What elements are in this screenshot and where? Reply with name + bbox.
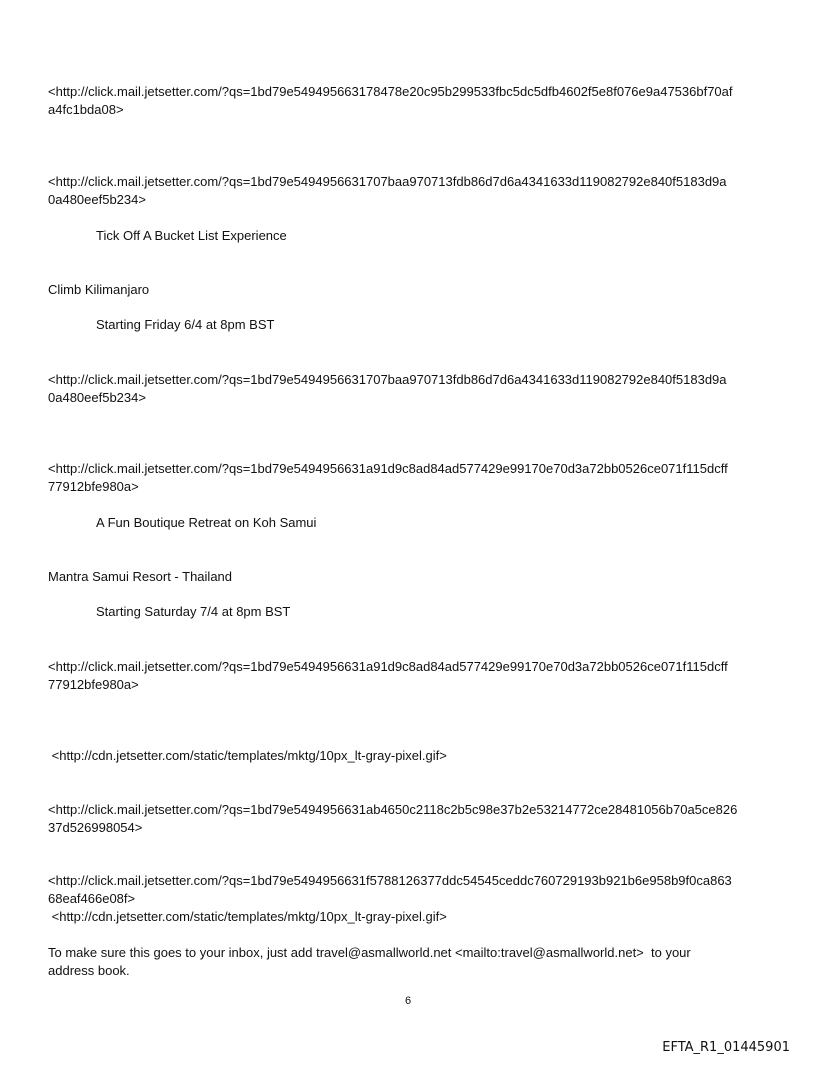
jetsetter-link-6[interactable]: <http://click.mail.jetsetter.com/?qs=1bd79e5494956631ab4650c2118c2b5c98e37b2e53214772ce28481056b70a5ce826 37d526998054> bbox=[48, 802, 738, 835]
jetsetter-link-2[interactable]: <http://click.mail.jetsetter.com/?qs=1bd79e5494956631707baa970713fdb86d7d6a4341633d119082792e840f5183d9a 0a480eef5b234> bbox=[48, 174, 727, 207]
bates-number: EFTA_R1_01445901 bbox=[662, 1040, 790, 1055]
address-book-notice: To make sure this goes to your inbox, just add travel@asmallworld.net <mailto:travel@asmallworld.net> to your address book. bbox=[48, 945, 691, 978]
kilimanjaro-start-time: Starting Friday 6/4 at 8pm BST bbox=[96, 317, 275, 332]
kilimanjaro-title: Climb Kilimanjaro bbox=[48, 282, 150, 297]
page-number: 6 bbox=[404, 995, 412, 1007]
jetsetter-link-5[interactable]: <http://click.mail.jetsetter.com/?qs=1bd79e5494956631a91d9c8ad84ad577429e99170e70d3a72bb0526ce071f115dcff 77912bfe980a> bbox=[48, 659, 728, 692]
mantra-samui-title: Mantra Samui Resort - Thailand bbox=[48, 569, 233, 584]
gray-pixel-link-1[interactable]: <http://cdn.jetsetter.com/static/templates/mktg/10px_lt-gray-pixel.gif> bbox=[48, 748, 447, 763]
jetsetter-link-7-and-pixel[interactable]: <http://click.mail.jetsetter.com/?qs=1bd79e5494956631f5788126377ddc54545ceddc760729193b921b6e958b9f0ca863 68eaf466e08f> <http://cdn.jetsetter.com/static/templates/mktg/10px_lt-gray-pixel.gif> bbox=[48, 873, 732, 924]
bucket-list-headline: Tick Off A Bucket List Experience bbox=[96, 228, 287, 243]
mantra-samui-start-time: Starting Saturday 7/4 at 8pm BST bbox=[96, 604, 291, 619]
jetsetter-link-3[interactable]: <http://click.mail.jetsetter.com/?qs=1bd79e5494956631707baa970713fdb86d7d6a4341633d119082792e840f5183d9a 0a480eef5b234> bbox=[48, 372, 727, 405]
jetsetter-link-1[interactable]: <http://click.mail.jetsetter.com/?qs=1bd79e549495663178478e20c95b299533fbc5dc5dfb4602f5e8f076e9a47536bf70af a4fc1bda08> bbox=[48, 84, 733, 117]
jetsetter-link-4[interactable]: <http://click.mail.jetsetter.com/?qs=1bd79e5494956631a91d9c8ad84ad577429e99170e70d3a72bb0526ce071f115dcff 77912bfe980a> bbox=[48, 461, 728, 494]
koh-samui-headline: A Fun Boutique Retreat on Koh Samui bbox=[96, 515, 317, 530]
